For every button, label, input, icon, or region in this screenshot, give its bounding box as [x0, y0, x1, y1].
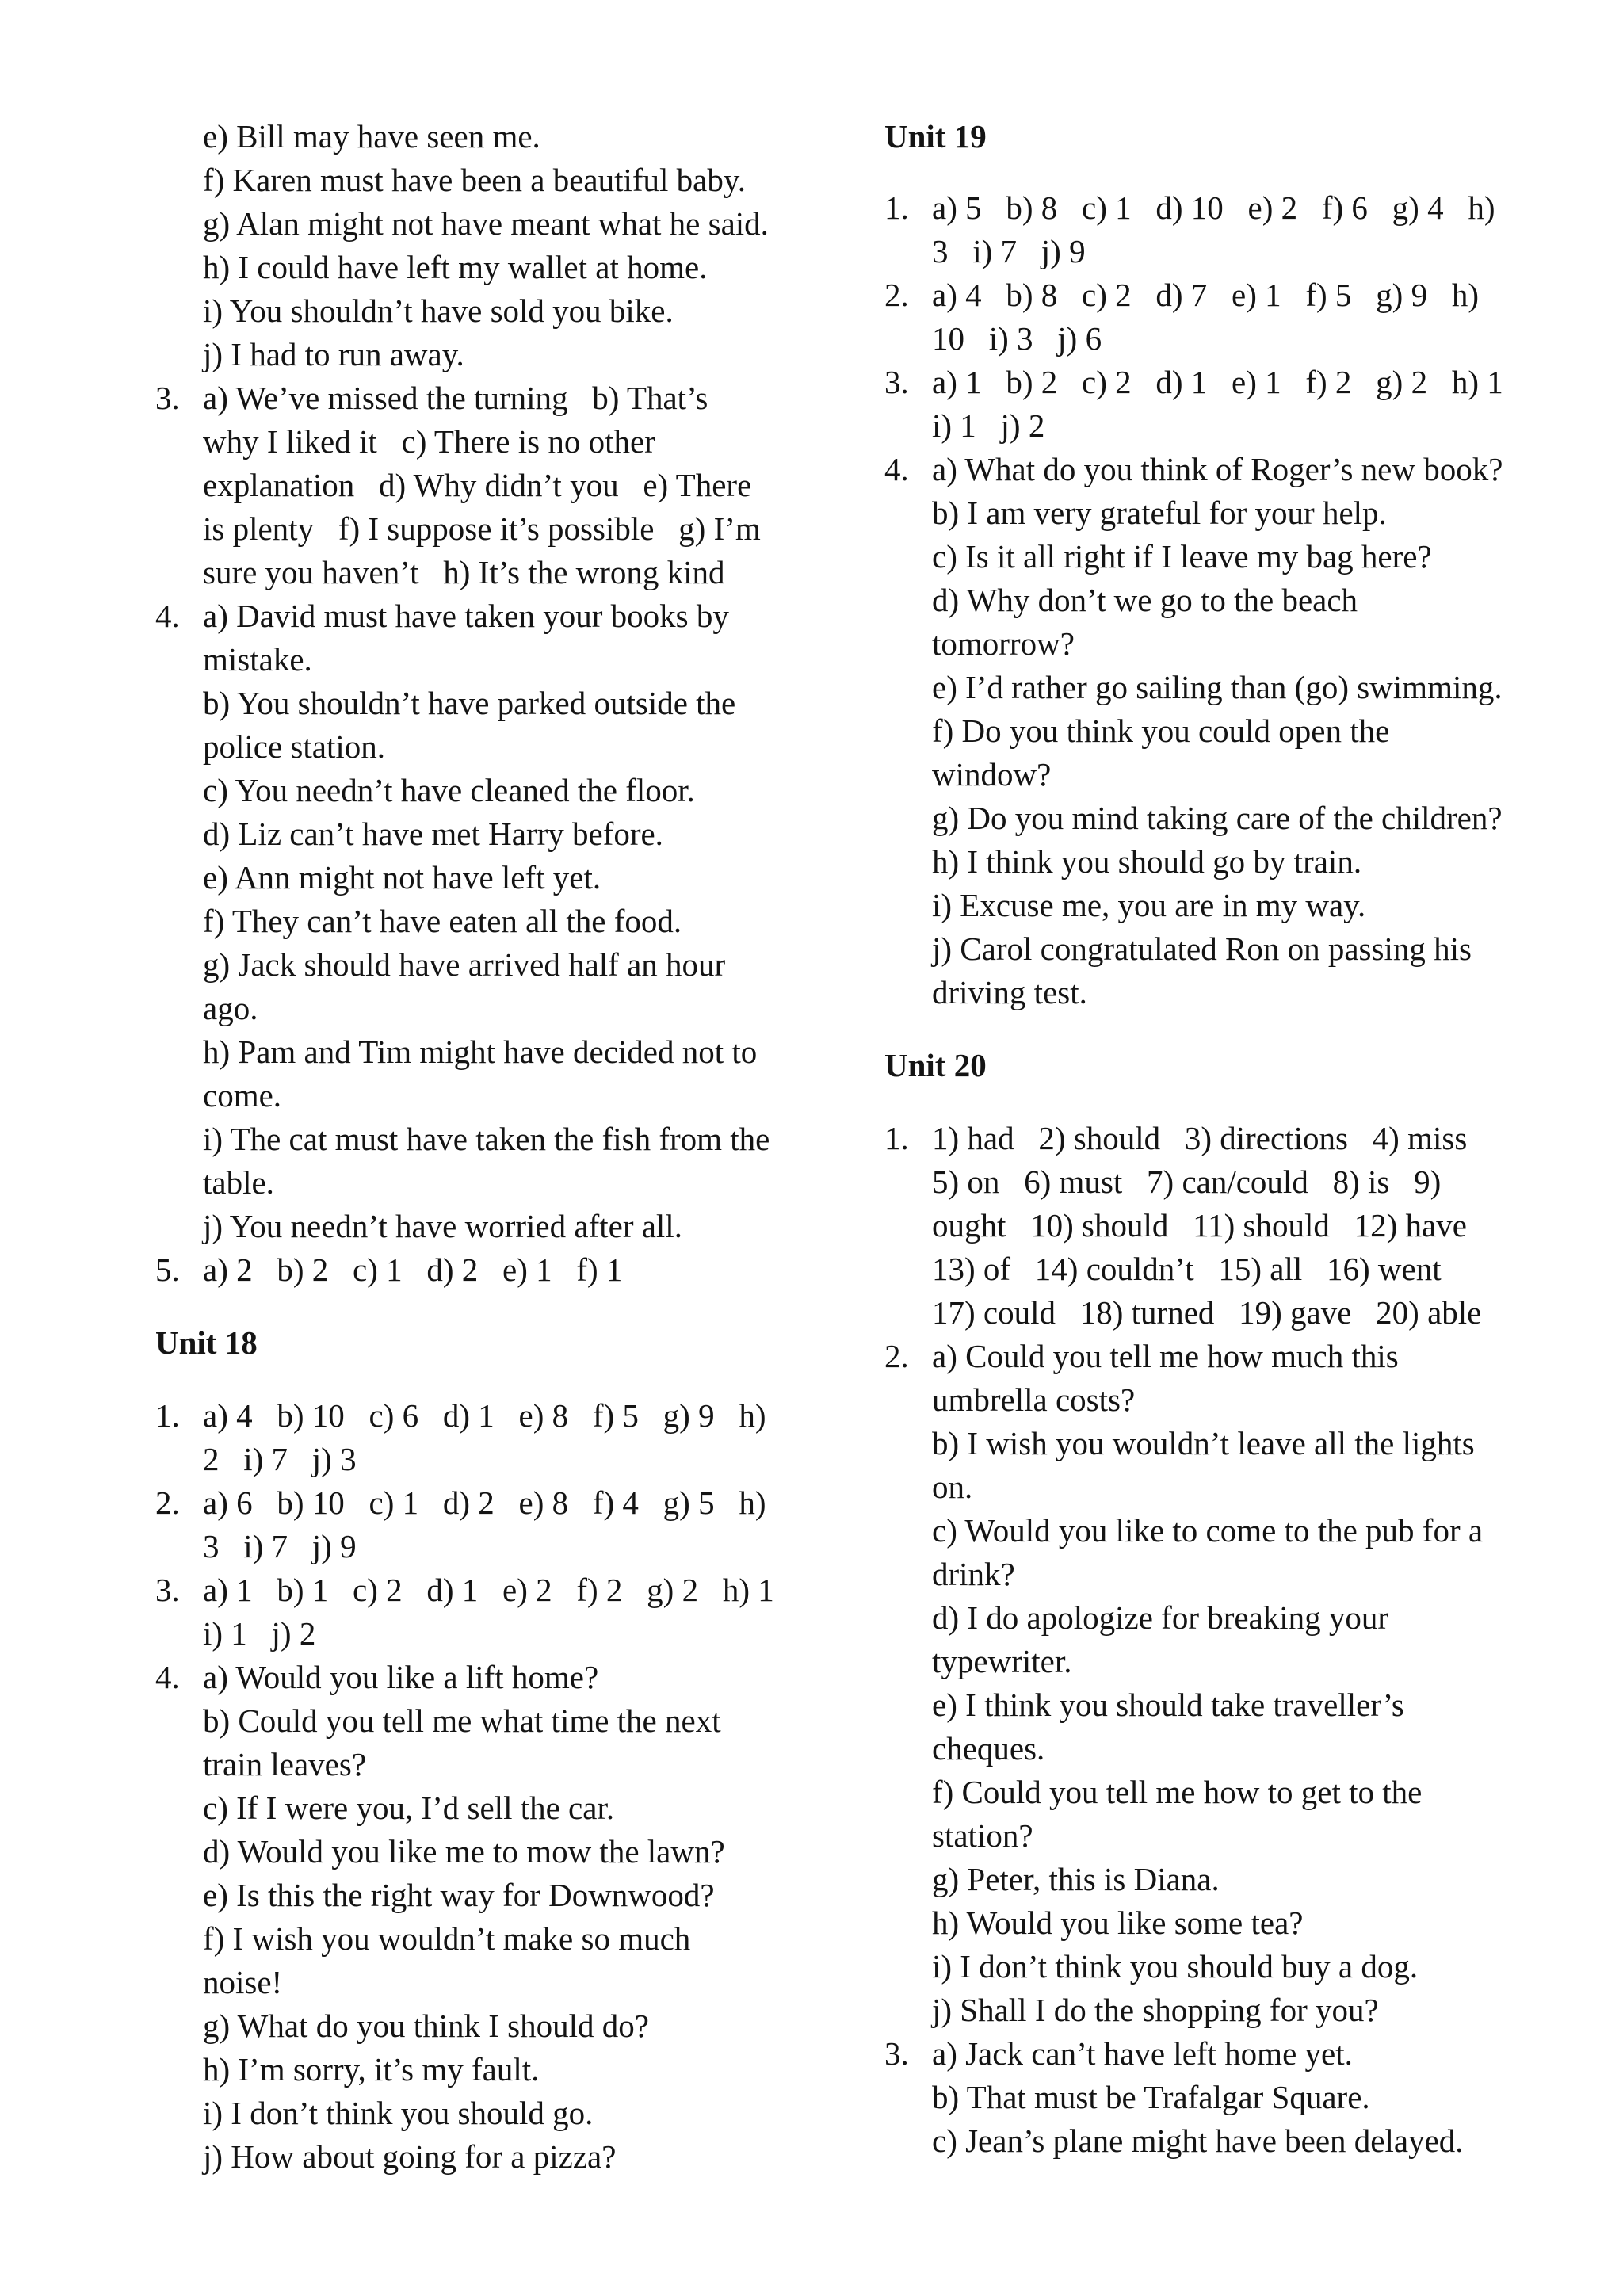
answer-line: e) I think you should take traveller’s: [932, 1687, 1404, 1723]
answer-line: a) Would you like a lift home?: [203, 1659, 599, 1695]
answer-line: b) Could you tell me what time the next: [203, 1702, 721, 1739]
item-number: 2.: [884, 277, 909, 313]
exercise-item-4: [155, 594, 853, 1248]
answer-line: c) Is it all right if I leave my bag here?: [932, 538, 1432, 575]
exercise-item-3: [884, 361, 1582, 448]
answer-line: a) 5 b) 8 c) 1 d) 10 e) 2 f) 6 g) 4 h): [932, 189, 1495, 226]
answer-line: j) I had to run away.: [203, 336, 464, 372]
answer-line: i) Excuse me, you are in my way.: [932, 887, 1366, 923]
answer-line: on.: [932, 1469, 973, 1505]
right-column: [884, 115, 1582, 2163]
answer-line: h) I could have left my wallet at home.: [203, 249, 708, 285]
answer-line: b) I wish you wouldn’t leave all the lights: [932, 1425, 1475, 1461]
answer-line: a) We’ve missed the turning b) That’s: [203, 380, 708, 416]
answer-line: c) Jean’s plane might have been delayed.: [932, 2122, 1464, 2159]
answer-line: mistake.: [203, 641, 312, 678]
answer-line: i) 1 j) 2: [932, 407, 1045, 444]
answer-line: tomorrow?: [932, 625, 1075, 662]
answer-line: j) You needn’t have worried after all.: [203, 1208, 682, 1244]
answer-line: b) I am very grateful for your help.: [932, 495, 1387, 531]
answer-line: a) Jack can’t have left home yet.: [932, 2035, 1353, 2072]
answer-line: b) That must be Trafalgar Square.: [932, 2079, 1370, 2115]
exercise-item-3: [155, 376, 853, 594]
answer-line: a) 6 b) 10 c) 1 d) 2 e) 8 f) 4 g) 5 h): [203, 1484, 766, 1521]
answer-line: umbrella costs?: [932, 1381, 1136, 1418]
item-number: 4.: [155, 1659, 180, 1695]
answer-line: f) Karen must have been a beautiful baby.: [203, 162, 746, 198]
item-number: 1.: [155, 1397, 180, 1434]
unit-19-heading: Unit 19: [884, 118, 987, 155]
exercise-item-2: [155, 1481, 853, 1568]
answer-line: why I liked it c) There is no other: [203, 423, 655, 460]
item-number: 1.: [884, 1120, 909, 1156]
exercise-item-2: [884, 273, 1582, 361]
answer-line: j) Carol congratulated Ron on passing his: [932, 930, 1472, 967]
answer-line: d) Why don’t we go to the beach: [932, 582, 1358, 618]
answer-line: sure you haven’t h) It’s the wrong kind: [203, 554, 725, 590]
answer-line: e) Bill may have seen me.: [203, 118, 540, 155]
answer-line: 13) of 14) couldn’t 15) all 16) went: [932, 1251, 1442, 1287]
answer-line: drink?: [932, 1556, 1015, 1592]
answer-line: i) I don’t think you should go.: [203, 2095, 594, 2131]
answer-line: a) Could you tell me how much this: [932, 1338, 1399, 1374]
answer-line: d) Would you like me to mow the lawn?: [203, 1833, 725, 1870]
answer-line: f) I wish you wouldn’t make so much: [203, 1920, 691, 1957]
answer-line: explanation d) Why didn’t you e) There: [203, 467, 752, 503]
answer-line: 3 i) 7 j) 9: [932, 233, 1086, 269]
unit-20-heading: Unit 20: [884, 1047, 987, 1083]
answer-line: h) Would you like some tea?: [932, 1904, 1304, 1941]
answer-line: typewriter.: [932, 1643, 1072, 1679]
item-number: 4.: [155, 598, 180, 634]
answer-line: cheques.: [932, 1730, 1045, 1767]
answer-line: e) Is this the right way for Downwood?: [203, 1877, 715, 1913]
exercise-item-1: [884, 1117, 1582, 1335]
answer-line: a) David must have taken your books by: [203, 598, 729, 634]
left-column: [155, 115, 853, 2179]
answer-line: ago.: [203, 990, 258, 1026]
answer-line: is plenty f) I suppose it’s possible g) I’m: [203, 510, 761, 547]
item-number: 2.: [884, 1338, 909, 1374]
answer-line: a) What do you think of Roger’s new book?: [932, 451, 1503, 487]
answer-line: g) Alan might not have meant what he said.: [203, 205, 769, 242]
answer-line: a) 1 b) 1 c) 2 d) 1 e) 2 f) 2 g) 2 h) 1: [203, 1572, 774, 1608]
answer-line: a) 4 b) 8 c) 2 d) 7 e) 1 f) 5 g) 9 h): [932, 277, 1479, 313]
answer-line: c) If I were you, I’d sell the car.: [203, 1790, 615, 1826]
answer-line: train leaves?: [203, 1746, 367, 1782]
answer-line: station?: [932, 1817, 1033, 1854]
exercise-item-4: [884, 448, 1582, 1014]
answer-line: j) Shall I do the shopping for you?: [932, 1992, 1379, 2028]
item-number: 3.: [884, 2035, 909, 2072]
answer-line: j) How about going for a pizza?: [203, 2138, 617, 2175]
answer-line: ought 10) should 11) should 12) have: [932, 1207, 1467, 1244]
answer-line: d) I do apologize for breaking your: [932, 1599, 1389, 1636]
answer-line: b) You shouldn’t have parked outside the: [203, 685, 736, 721]
exercise-item-3: [155, 1568, 853, 1656]
answer-line: f) Could you tell me how to get to the: [932, 1774, 1423, 1810]
item-number: 3.: [155, 380, 180, 416]
answer-line: g) What do you think I should do?: [203, 2008, 649, 2044]
answer-line: g) Do you mind taking care of the children?: [932, 800, 1503, 836]
answer-line: 5) on 6) must 7) can/could 8) is 9): [932, 1163, 1442, 1200]
answer-line: driving test.: [932, 974, 1087, 1010]
answer-line: i) You shouldn’t have sold you bike.: [203, 292, 674, 329]
exercise-item-5: [155, 1248, 853, 1292]
answer-line: a) 1 b) 2 c) 2 d) 1 e) 1 f) 2 g) 2 h) 1: [932, 364, 1503, 400]
answer-line: come.: [203, 1077, 282, 1114]
exercise-item-4: [155, 1656, 853, 2179]
answer-line: c) You needn’t have cleaned the floor.: [203, 772, 695, 808]
item-number: 3.: [884, 364, 909, 400]
answer-line: police station.: [203, 728, 386, 765]
item-number: 1.: [884, 189, 909, 226]
answer-line: 17) could 18) turned 19) gave 20) able: [932, 1294, 1482, 1331]
answer-line: g) Peter, this is Diana.: [932, 1861, 1220, 1897]
item-number: 3.: [155, 1572, 180, 1608]
exercise-item-2: [884, 1335, 1582, 2032]
answer-line: e) I’d rather go sailing than (go) swimming.: [932, 669, 1503, 705]
answer-line: a) 2 b) 2 c) 1 d) 2 e) 1 f) 1: [203, 1251, 623, 1288]
unit-18-heading: Unit 18: [155, 1324, 258, 1361]
item-number: 4.: [884, 451, 909, 487]
exercise-item-3: [884, 2032, 1582, 2163]
answer-line: e) Ann might not have left yet.: [203, 859, 601, 896]
answer-line: 10 i) 3 j) 6: [932, 320, 1102, 357]
answer-line: h) Pam and Tim might have decided not to: [203, 1033, 758, 1070]
unit17-item2-continuation: [155, 115, 853, 376]
answer-line: h) I’m sorry, it’s my fault.: [203, 2051, 540, 2088]
answer-line: f) They can’t have eaten all the food.: [203, 903, 682, 939]
answer-line: g) Jack should have arrived half an hour: [203, 946, 726, 983]
answer-line: f) Do you think you could open the: [932, 712, 1390, 749]
answer-line: 2 i) 7 j) 3: [203, 1441, 357, 1477]
answer-line: i) 1 j) 2: [203, 1615, 316, 1652]
answer-line: i) The cat must have taken the fish from the: [203, 1121, 770, 1157]
answer-line: i) I don’t think you should buy a dog.: [932, 1948, 1419, 1985]
answer-line: a) 4 b) 10 c) 6 d) 1 e) 8 f) 5 g) 9 h): [203, 1397, 766, 1434]
exercise-item-1: [155, 1394, 853, 1481]
item-number: 5.: [155, 1251, 180, 1288]
answer-line: window?: [932, 756, 1052, 793]
answer-line: h) I think you should go by train.: [932, 843, 1362, 880]
answer-line: d) Liz can’t have met Harry before.: [203, 816, 663, 852]
answer-line: table.: [203, 1164, 274, 1201]
answer-line: 1) had 2) should 3) directions 4) miss: [932, 1120, 1468, 1156]
answer-line: c) Would you like to come to the pub for a: [932, 1512, 1484, 1549]
item-number: 2.: [155, 1484, 180, 1521]
answer-line: noise!: [203, 1964, 283, 2000]
answer-line: 3 i) 7 j) 9: [203, 1528, 357, 1564]
exercise-item-1: [884, 186, 1582, 273]
